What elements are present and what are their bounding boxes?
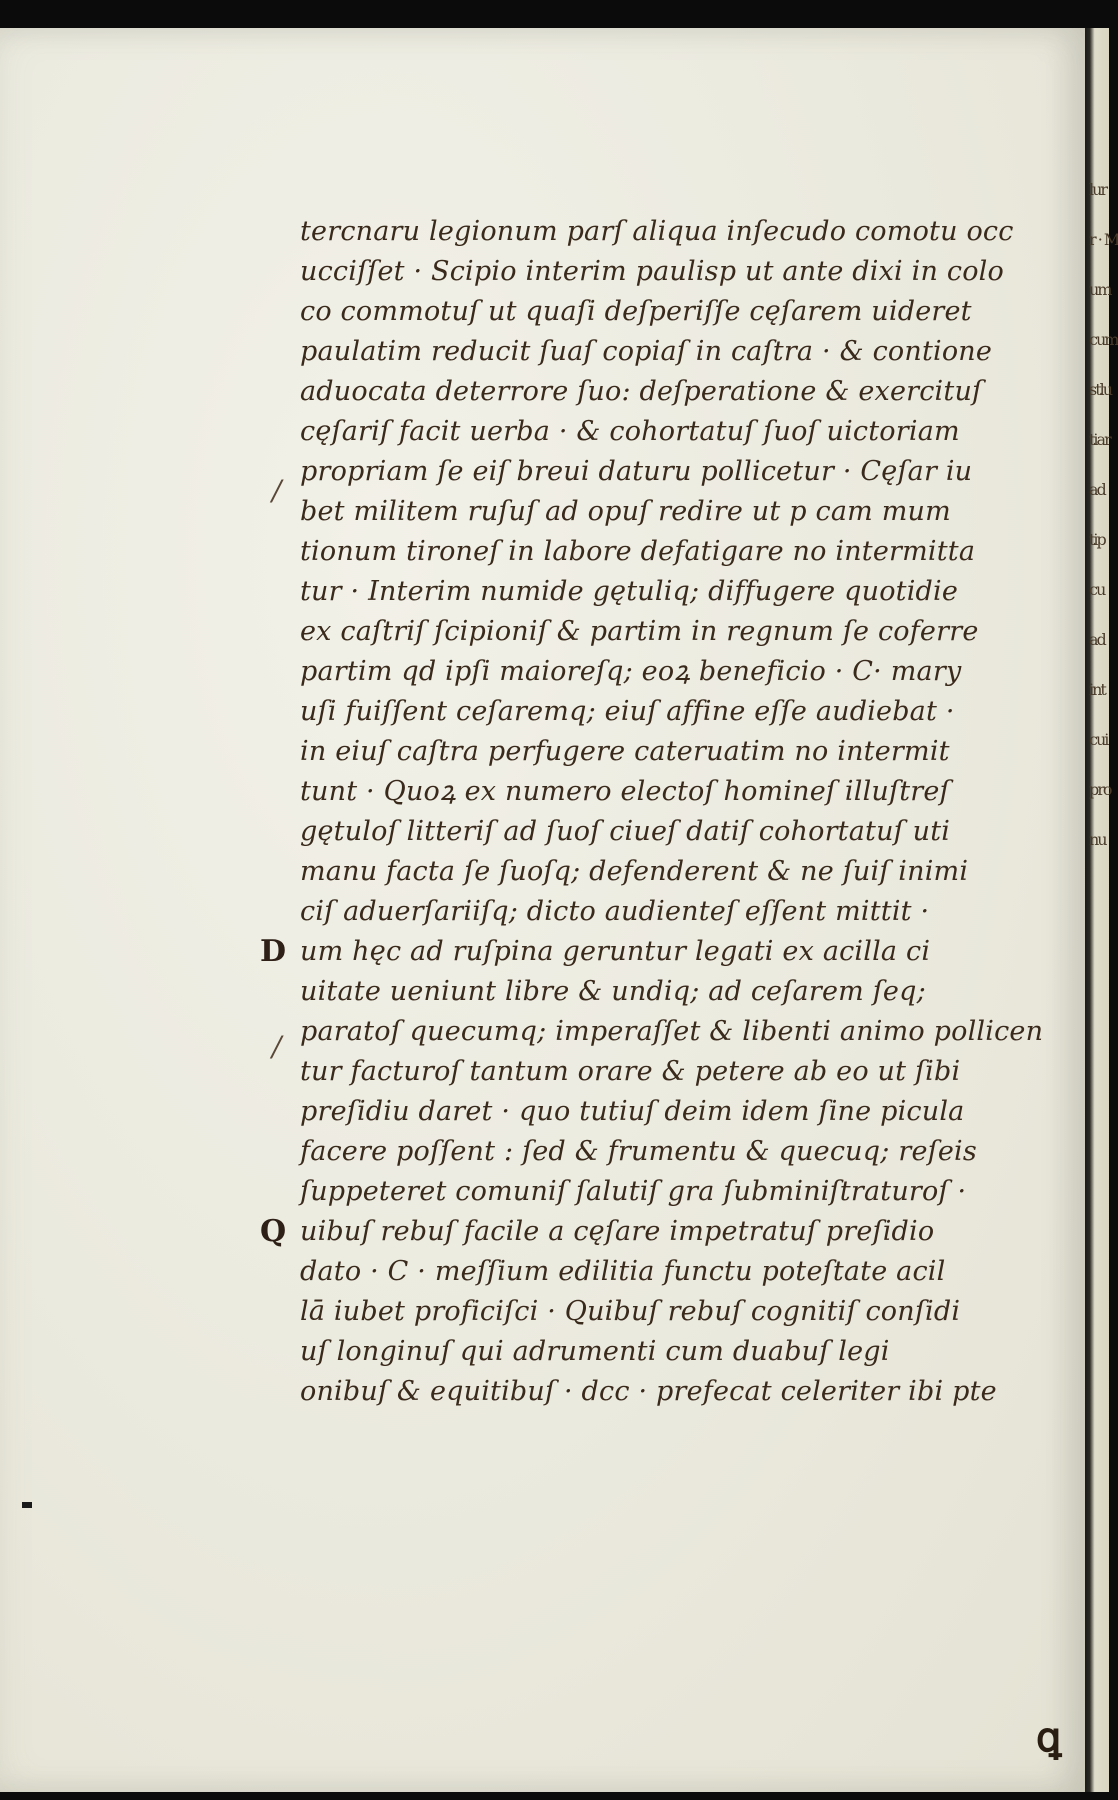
- line-text: in eiuſ caſtra perfugere cateruatim no intermit: [300, 736, 950, 767]
- text-line: [300, 972, 1080, 1012]
- bleed-fragment: cum: [1089, 330, 1118, 349]
- bleed-fragment: tip: [1089, 530, 1105, 549]
- line-text: paulatim reducit ſuaſ copiaſ in caſtra · & contione: [300, 336, 993, 367]
- margin-bleed-text: [1089, 180, 1118, 880]
- text-line: [300, 1132, 1080, 1172]
- margin-mark-1: /: [272, 474, 282, 507]
- line-text: um hęc ad ruſpina geruntur legati ex acilla ci: [300, 936, 931, 967]
- line-text: ſuppeteret comuniſ ſalutiſ gra ſubminiſtraturoſ ·: [300, 1176, 967, 1207]
- line-text: uſi fuiſſent ceſaremq; eiuſ affine eſſe audiebat ·: [300, 696, 955, 727]
- bleed-fragment: pro: [1089, 780, 1111, 799]
- text-line: [300, 612, 1080, 652]
- text-line: [300, 812, 1080, 852]
- text-line: [300, 212, 1080, 252]
- text-line: [300, 692, 1080, 732]
- text-line: [300, 492, 1080, 532]
- bleed-fragment: ad: [1089, 630, 1105, 649]
- text-line: [300, 572, 1080, 612]
- text-line: [300, 252, 1080, 292]
- text-line: [300, 372, 1080, 412]
- bleed-fragment: int: [1089, 680, 1105, 699]
- line-text: ciſ aduerſariiſq; dicto audienteſ eſſent mittit ·: [300, 896, 930, 927]
- text-line: [300, 1332, 1080, 1372]
- line-text: uibuſ rebuſ facile a cęſare impetratuſ preſidio: [300, 1216, 935, 1247]
- text-line: [300, 772, 1080, 812]
- line-text: uitate ueniunt libre & undiq; ad ceſarem ſeq;: [300, 976, 926, 1007]
- quire-mark: ꝗ: [1036, 1714, 1062, 1761]
- line-text: paratoſ quecumq; imperaſſet & libenti animo pollicen: [300, 1016, 1044, 1047]
- margin-mark-2: /: [272, 1030, 282, 1063]
- bleed-fragment: nu: [1089, 830, 1106, 849]
- bleed-fragment: r · M: [1089, 230, 1118, 249]
- bleed-fragment: lur: [1089, 180, 1107, 199]
- line-text: aduocata deterrore ſuo: deſperatione & exercituſ: [300, 376, 983, 407]
- line-text: ex caſtriſ ſcipioniſ & partim in regnum ſe coferre: [300, 616, 979, 647]
- text-line: [300, 1012, 1080, 1052]
- text-line: [300, 532, 1080, 572]
- text-line: [300, 292, 1080, 332]
- line-text: tercnaru legionum parſ aliqua inſecudo comotu occ: [300, 216, 1014, 247]
- line-text: tunt · Quoꝝ ex numero electoſ homineſ illuſtreſ: [300, 776, 950, 807]
- text-line: [300, 892, 1080, 932]
- line-text: co commotuſ ut quaſi deſperiſſe cęſarem uideret: [300, 296, 972, 327]
- text-line: [300, 1292, 1080, 1332]
- line-text: tur · Interim numide gętuliq; diffugere quotidie: [300, 576, 959, 607]
- text-line: [300, 1172, 1080, 1212]
- text-line: [300, 1052, 1080, 1092]
- line-text: lā iubet proficiſci · Quibuſ rebuſ cognitiſ conſidi: [300, 1296, 961, 1327]
- line-text: ucciſſet · Scipio interim paulisp ut ante dixi in colo: [300, 256, 1004, 287]
- line-text: uſ longinuſ qui adrumenti cum duabuſ legi: [300, 1336, 890, 1367]
- bleed-fragment: cu: [1089, 580, 1105, 599]
- bleed-fragment: cui: [1089, 730, 1108, 749]
- line-text: preſidiu daret · quo tutiuſ deim idem ſine picula: [300, 1096, 965, 1127]
- bleed-fragment: ad: [1089, 480, 1105, 499]
- line-text: facere poſſent : ſed & frumentu & quecuq; reſeis: [300, 1136, 977, 1167]
- bleed-fragment: stlu: [1089, 380, 1112, 399]
- text-line: [300, 412, 1080, 452]
- bleed-fragment: um: [1089, 280, 1111, 299]
- line-text: manu facta ſe ſuoſq; defenderent & ne ſuiſ inimi: [300, 856, 969, 887]
- text-line: [300, 1372, 1080, 1412]
- line-text: tur facturoſ tantum orare & petere ab eo ut ſibi: [300, 1056, 961, 1087]
- text-line: [300, 732, 1080, 772]
- line-text: dato · C · meſſium edilitia functu poteſtate acil: [300, 1256, 946, 1287]
- text-line: [300, 1252, 1080, 1292]
- edge-marker: [22, 1502, 32, 1508]
- line-text: bet militem ruſuſ ad opuſ redire ut p cam mum: [300, 496, 951, 527]
- text-line: [300, 1092, 1080, 1132]
- line-text: tionum tironeſ in labore defatigare no intermitta: [300, 536, 976, 567]
- line-text: onibuſ & equitibuſ · dcc · prefecat celeriter ibi pte: [300, 1376, 997, 1407]
- text-line: [300, 332, 1080, 372]
- initial-letter: Q: [260, 1214, 287, 1249]
- initial-letter: D: [260, 934, 287, 969]
- text-line: [300, 452, 1080, 492]
- bleed-fragment: tiar: [1089, 430, 1110, 449]
- line-text: cęſariſ facit uerba · & cohortatuſ ſuoſ uictoriam: [300, 416, 960, 447]
- text-line: [260, 932, 1080, 972]
- text-column: [260, 212, 1080, 1412]
- text-line: [260, 1212, 1080, 1252]
- text-line: [300, 652, 1080, 692]
- line-text: propriam ſe eiſ breui daturu pollicetur · Cęſar iu: [300, 456, 973, 487]
- line-text: gętuloſ litteriſ ad ſuoſ ciueſ datiſ cohortatuſ uti: [300, 816, 951, 847]
- line-text: partim qd ipſi maioreſq; eoꝝ beneficio · C· mary: [300, 656, 962, 687]
- text-line: [300, 852, 1080, 892]
